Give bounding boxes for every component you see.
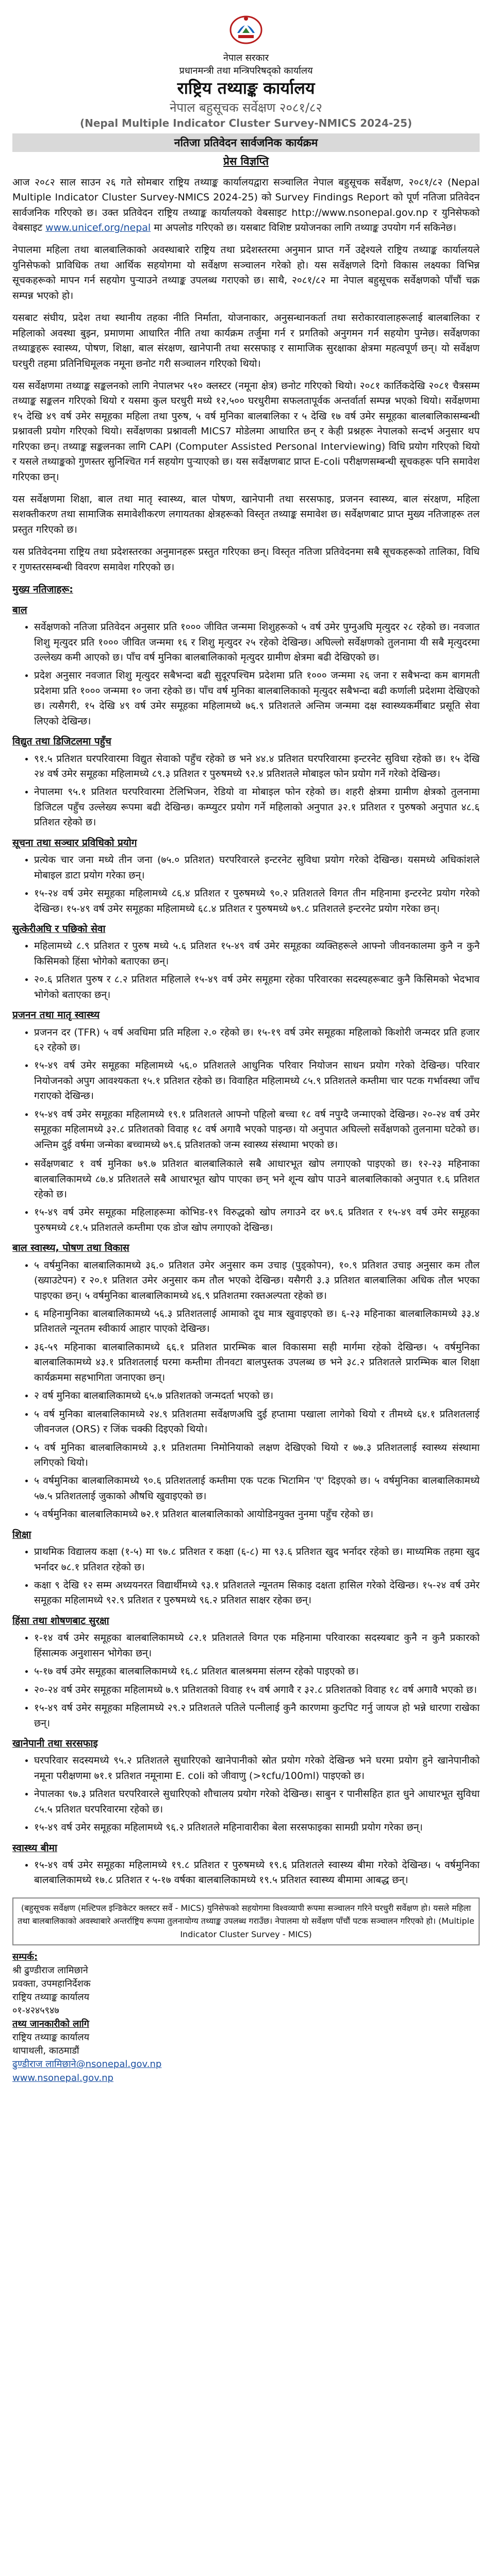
list-item: • २०.६ प्रतिशत पुरुष र ८.२ प्रतिशत महिलाले १५-४९ वर्ष उमेर समूहमा रहेका परिवारका सदस्यहरूबाट कुनै किसिमको भेदभाव भोगेको बताएका छन्। [34, 972, 480, 1003]
list-item: • ५ वर्ष मुनिका बालबालिकामध्ये ३.१ प्रतिशतमा निमोनियाको लक्षण देखिएको थियो र ७७.३ प्रतिशतलाई स्वास्थ्य संस्थामा लगिएको थियो। [34, 1440, 480, 1471]
findings-title: मुख्य नतिजाहरू: [12, 584, 73, 596]
intro-paragraph-3: यसबाट संघीय, प्रदेश तथा स्थानीय तहका नीति निर्माता, योजनाकार, अनुसन्धानकर्ता तथा सरोकारवालाहरूलाई बालबालिका र महिलाको अवस्था बुझ्न, प्रमाणमा आधारित नीति तथा कार्यक्रम तर्जुमा गर्न र प्रगतिको अनुगमन गर्न सहयोग पुग्नेछ। सर्वेक्षणका तथ्याङ्कहरू स्वास्थ्य, पोषण, शिक्षा, बाल संरक्षण, खानेपानी तथा सरसफाइ र सामाजिक सुरक्षाका क्षेत्रमा महत्वपूर्ण छन्। यो सर्वेक्षण घरधुरी तहमा प्रतिनिधिमूलक नमूना छनोट गरी सञ्चालन गरिएको थियो। [12, 312, 480, 369]
list-item: • ५-१७ वर्ष उमेर समूहका बालबालिकामध्ये १६.८ प्रतिशत बालश्रममा संलग्न रहेको पाइएको छ। [34, 1664, 480, 1679]
program-banner: नतिजा प्रतिवेदन सार्वजनिक कार्यक्रम [12, 133, 480, 152]
contact-office: राष्ट्रिय तथ्याङ्क कार्यालय [12, 1991, 90, 2003]
info-address: थापाथली, काठमाडौं [12, 2045, 79, 2057]
survey-name-en: (Nepal Multiple Indicator Cluster Survey-NMICS 2024-25) [79, 116, 413, 129]
section-title: बाल स्वास्थ्य, पोषण तथा विकास [12, 1242, 129, 1254]
list-item: • ३६-५९ महिनाका बालबालिकामध्ये ६६.१ प्रतिशत प्रारम्भिक बाल विकासमा सही मार्गमा रहेको देखिन्छ। ५ वर्षमुनिका बालबालिकामध्ये ४३.१ प्रतिशतलाई घरमा कम्तीमा तीनवटा बालपुस्तक उपलब्ध छ भने ३८.२ प्रतिशतले प्रारम्भिक बाल शिक्षा कार्यक्रममा सहभागिता जनाएका छन्। [34, 1340, 480, 1385]
intro-paragraph-2: नेपालमा महिला तथा बालबालिकाको अवस्थाबारे राष्ट्रिय तथा प्रदेशस्तरमा अनुमान प्राप्त गर्ने उद्देश्यले राष्ट्रिय तथ्याङ्क कार्यालयले युनिसेफको प्राविधिक तथा आर्थिक सहयोगमा यो सर्वेक्षण सञ्चालन गरेको हो। यस सर्वेक्षणले दिगो विकास लक्ष्यका विभिन्न सूचकहरूको मापन गर्न सहयोग पुर्‍याउने तथ्याङ्क उपलब्ध गराएको छ। साथै, २०८१/८२ मा नेपाल बहुसूचक सर्वेक्षणको पाँचौं चक्र सम्पन्न भएको हो। [12, 244, 480, 301]
section-title: प्रजनन तथा मातृ स्वास्थ्य [12, 1009, 100, 1021]
list-item: • ५ वर्षमुनिका बालबालिकामध्ये ९०.६ प्रतिशतलाई कम्तीमा एक पटक भिटामिन 'ए' दिइएको छ। ५ वर्षमुनिका बालबालिकामध्ये ५७.५ प्रतिशतलाई जुकाको औषधि खुवाइएको छ। [34, 1473, 480, 1504]
list-item: • १५-४९ वर्ष उमेर समूहका महिलामध्ये ५६.० प्रतिशतले आधुनिक परिवार नियोजन साधन प्रयोग गरेको देखिन्छ। परिवार नियोजनको अपुग आवश्यकता १५.१ प्रतिशत रहेको छ। विवाहित महिलामध्ये ८५.९ प्रतिशतले कम्तीमा चार पटक गर्भावस्था जाँच गराएको देखिन्छ। [34, 1058, 480, 1104]
section-title: स्वास्थ्य बीमा [12, 1842, 57, 1854]
list-item: • २ वर्ष मुनिका बालबालिकामध्ये ६५.७ प्रतिशतको जन्मदर्ता भएको छ। [34, 1388, 480, 1403]
section-list [12, 1157, 480, 1235]
nso-name: राष्ट्रिय तथ्याङ्क कार्यालय [177, 78, 315, 98]
section-list [12, 1858, 480, 1888]
section-title: विद्युत तथा डिजिटलमा पहुँच [12, 736, 111, 748]
list-item: • ५ वर्ष मुनिका बालबालिकामध्ये २४.९ प्रतिशतमा सर्वेक्षणअघि दुई हप्तामा पखाला लागेको थियो र तीमध्ये ६४.१ प्रतिशतलाई जीवनजल (ORS) र जिंक चक्की दिइएको थियो। [34, 1407, 480, 1437]
list-item: • प्रदेश अनुसार नवजात शिशु मृत्युदर सबैभन्दा बढी सुदूरपश्चिम प्रदेशमा प्रति १००० जन्ममा २६ जना र सबैभन्दा कम बागमती प्रदेशमा प्रति १००० जन्ममा १० जना रहेको छ। पाँच वर्ष मुनिका बालबालिकाको मृत्युदर सबैभन्दा बढी कर्णाली प्रदेशमा देखिएको छ। त्यसैगरी, १५ देखि ४९ वर्ष उमेर समूहका महिलामध्ये ७६.९ प्रतिशतले अन्तिम जन्ममा दक्ष स्वास्थ्यकर्मीबाट प्रसूति सेवा लिएको देखिन्छ। [34, 668, 480, 729]
office-name: प्रधानमन्त्री तथा मन्त्रिपरिषद्को कार्यालय [179, 65, 313, 76]
survey-name-np: नेपाल बहुसूचक सर्वेक्षण २०८१/८२ [170, 100, 322, 115]
section-list [12, 620, 480, 729]
section-title: खानेपानी तथा सरसफाइ [12, 1737, 98, 1749]
section-list [12, 1631, 480, 1731]
contact-block [12, 1951, 480, 2085]
list-item: • कक्षा ९ देखि १२ सम्म अध्ययनरत विद्यार्थीमध्ये ९३.१ प्रतिशतले न्यूनतम सिकाइ दक्षता हासिल गरेको देखिन्छ। १५-२४ वर्ष उमेर समूहका महिलामध्ये ९२.९ प्रतिशत र पुरुषमध्ये ९६.२ प्रतिशत साक्षर रहेका छन्। [34, 1578, 480, 1608]
website-link[interactable]: www.nsonepal.gov.np [12, 2072, 113, 2083]
gov-name: नेपाल सरकार [223, 53, 269, 64]
section-list [12, 752, 480, 831]
section-title: सुत्केरीअघि र पछिको सेवा [12, 923, 106, 935]
contact-name: श्री ढुण्डीराज लामिछाने [12, 1964, 88, 1976]
list-item: • १५-४९ वर्ष उमेर समूहका महिलामध्ये ९६.२ प्रतिशतले महिनावारीका बेला सरसफाइका सामग्री प्रयोग गरेका छन्। [34, 1820, 480, 1835]
section-title: हिंसा तथा शोषणबाट सुरक्षा [12, 1615, 109, 1626]
list-item: • १५-४९ वर्ष उमेर समूहका महिलामध्ये २९.२ प्रतिशतले पतिले पत्नीलाई कुनै कारणमा कुटपिट गर्नु जायज हो भन्ने धारणा राखेका छन्। [34, 1701, 480, 1731]
list-item: • घरपरिवार सदस्यमध्ये ९५.२ प्रतिशतले सुधारिएको खानेपानीको स्रोत प्रयोग गरेको देखिन्छ भने घरमा प्रयोग हुने खानेपानीको नमूना परीक्षणमा ७१.१ प्रतिशत नमूनामा E. coli को जीवाणु (>१cfu/100ml) पाइएको छ। [34, 1753, 480, 1784]
section-title: सूचना तथा सञ्चार प्रविधिको प्रयोग [12, 837, 137, 849]
list-item: • ५ वर्षमुनिका बालबालिकामध्ये ७२.१ प्रतिशत बालबालिकाको आयोडिनयुक्त नुनमा पहुँच रहेको छ। [34, 1507, 480, 1522]
list-item: • २०-२४ वर्ष उमेर समूहका महिलामध्ये ७.९ प्रतिशतको विवाह १५ वर्ष अगावै र ३२.८ प्रतिशतको विवाह १८ वर्ष अगावै भएको छ। [34, 1683, 480, 1698]
press-release-title: प्रेस विज्ञप्ति [223, 155, 269, 168]
list-item: • प्राथमिक विद्यालय कक्षा (१-५) मा ९७.८ प्रतिशत र कक्षा (६-८) मा ९३.६ प्रतिशत खुद भर्नादर रहेको छ। माध्यमिक तहमा खुद भर्नादर ७८.१ प्रतिशत रहेको छ। [34, 1545, 480, 1575]
section-list [12, 1258, 480, 1522]
unicef-link[interactable]: www.unicef.org/nepal [45, 222, 151, 234]
list-item: • महिलामध्ये ८.९ प्रतिशत र पुरुष मध्ये ५.६ प्रतिशत १५-४९ वर्ष उमेर समूहका व्यक्तिहरूले आफ्नो जीवनकालमा कुनै न कुनै किसिमको हिंसा भोगेको बताएका छन्। [34, 939, 480, 969]
info-nso: राष्ट्रिय तथ्याङ्क कार्यालय [12, 2032, 90, 2043]
list-item: • १५-४९ वर्ष उमेर समूहका महिलाहरूमा कोभिड-१९ विरुद्धको खोप लगाउने दर ७९.६ प्रतिशत र १५-४९ वर्ष उमेर समूहका पुरुषमध्ये ८१.५ प्रतिशतले कम्तीमा एक डोज खोप लगाएको देखिन्छ। [34, 1205, 480, 1235]
list-item: • नेपालका ९७.३ प्रतिशत घरपरिवारले सुधारिएको शौचालय प्रयोग गरेको देखिन्छ। साबुन र पानीसहित हात धुने आधारभूत सुविधा ८५.५ प्रतिशत घरपरिवारमा रहेको छ। [34, 1787, 480, 1817]
section-list [12, 1025, 480, 1153]
list-item: • १-१४ वर्ष उमेर समूहका बालबालिकामध्ये ८२.१ प्रतिशतले विगत एक महिनामा परिवारका सदस्यबाट कुनै न कुनै प्रकारको हिंसात्मक अनुशासन भोगेका छन्। [34, 1631, 480, 1661]
contact-designation: प्रवक्ता, उपमहानिर्देशक [12, 1978, 91, 1989]
list-item: • १५-२४ वर्ष उमेर समूहका महिलामध्ये ८६.४ प्रतिशत र पुरुषमध्ये ९०.२ प्रतिशतले विगत तीन महिनामा इन्टरनेट प्रयोग गरेको देखिन्छ। १५-४९ वर्ष उमेर समूहका महिलामध्ये ६८.४ प्रतिशत र पुरुषमध्ये ७९.८ प्रतिशतले इन्टरनेट प्रयोग गरेका छन्। [34, 886, 480, 917]
intro-paragraph-6: यस प्रतिवेदनमा राष्ट्रिय तथा प्रदेशस्तरका अनुमानहरू प्रस्तुत गरिएका छन्। विस्तृत नतिजा प्रतिवेदनमा सबै सूचकहरूको तालिका, विधि र गुणस्तरसम्बन्धी विवरण समावेश गरिएको छ। [12, 546, 480, 573]
list-item: • ६ महिनामुनिका बालबालिकामध्ये ५६.३ प्रतिशतलाई आमाको दूध मात्र खुवाइएको छ। ६-२३ महिनाका बालबालिकामध्ये ३३.४ प्रतिशतले न्यूनतम स्वीकार्य आहार पाएको देखिन्छ। [34, 1307, 480, 1337]
contact-email-link[interactable]: ढुण्डीराज लामिछाने@nsonepal.gov.np [12, 2059, 162, 2070]
contact-label: सम्पर्क: [12, 1951, 38, 1962]
list-item: • सर्वेक्षणबाट १ वर्ष मुनिका ७९.७ प्रतिशत बालबालिकाले सबै आधारभूत खोप लगाएको पाइएको छ। १२-२३ महिनाका बालबालिकामध्ये ८७.४ प्रतिशतले सबै आधारभूत खोप पाएका छन् भने शून्य खोप पाउने बालबालिकाको अनुपात १.६ प्रतिशत रहेको छ। [34, 1157, 480, 1202]
list-item: • ५ वर्षमुनिका बालबालिकामध्ये ३६.० प्रतिशत उमेर अनुसार कम उचाइ (पुड्कोपन), १०.९ प्रतिशत उचाइ अनुसार कम तौल (ख्याउटेपन) र २०.१ प्रतिशत उमेर अनुसार कम तौल भएको देखिन्छ। यसैगरी ३.३ प्रतिशत बालबालिका अधिक तौल भएका पाइएका छन्। ५ वर्षमुनिका बालबालिकामध्ये ४६.९ प्रतिशतमा रक्तअल्पता रहेको छ। [34, 1258, 480, 1303]
intro-paragraph-1 [12, 175, 480, 236]
section-list [12, 1545, 480, 1608]
nepal-emblem-icon [227, 12, 265, 45]
intro-text-1-end: मा अपलोड गरिएको छ। यसबाट विशिष्ट प्रयोजनका लागि तथ्याङ्क उपयोग गर्न सकिनेछ। [154, 222, 456, 234]
intro-text-1: आज २०८२ साल साउन २६ गते सोमबार राष्ट्रिय तथ्याङ्क कार्यालयद्वारा सञ्चालित नेपाल बहुसूचक सर्वेक्षण, २०८१/८२ (Nepal Multiple Indicator Cluster Survey-NMICS 2024-25) को Survey Findings Report को पूर्ण नतिजा प्रतिवेदन सार्वजनिक गरिएको छ। उक्त प्रतिवेदन राष्ट्रिय तथ्याङ्क कार्यालयको वेबसाइट http://www.nsonepal.gov.np र युनिसेफको वेबसाइट [12, 176, 480, 234]
section-title: शिक्षा [12, 1529, 31, 1540]
footer-note-box: (बहुसूचक सर्वेक्षण (मल्टिपल इन्डिकेटर क्लस्टर सर्वे - MICS) युनिसेफको सहयोगमा विश्वव्यापी रूपमा सञ्चालन गरिने घरधुरी सर्वेक्षण हो। यसले महिला तथा बालबालिकाको अवस्थाबारे अन्तर्राष्ट्रिय रूपमा तुलनायोग्य तथ्याङ्क उपलब्ध गराउँछ। नेपालमा यो सर्वेक्षण पाँचौं पटक सञ्चालन गरिएको हो। (Multiple Indicator Cluster Survey - MICS) [12, 1897, 480, 1945]
info-label: तथ्य जानकारीको लागि [12, 2019, 89, 2030]
list-item: • नेपालमा ९५.१ प्रतिशत घरपरिवारमा टेलिभिजन, रेडियो वा मोबाइल फोन रहेको छ। शहरी क्षेत्रमा ग्रामीण क्षेत्रको तुलनामा डिजिटल पहुँच उल्लेख्य रूपमा बढी देखिन्छ। कम्प्युटर प्रयोग गर्ने महिलाको अनुपात ३२.१ प्रतिशत र पुरुषको अनुपात ४८.६ प्रतिशत रहेको छ। [34, 785, 480, 830]
contact-phone: ०१-४२४५९४७ [12, 2005, 59, 2016]
list-item: • प्रत्येक चार जना मध्ये तीन जना (७५.० प्रतिशत) घरपरिवारले इन्टरनेट सुविधा प्रयोग गरेको देखिन्छ। यसमध्ये अधिकांशले मोबाइल डाटा प्रयोग गरेका छन्। [34, 853, 480, 883]
section-list [12, 1753, 480, 1835]
findings-sections [12, 603, 480, 1888]
list-item: • प्रजनन दर (TFR) ५ वर्ष अवधिमा प्रति महिला २.० रहेको छ। १५-१९ वर्ष उमेर समूहका महिलाको किशोरी जन्मदर प्रति हजार ६२ रहेको छ। [34, 1025, 480, 1056]
header [12, 10, 480, 170]
list-item: • सर्वेक्षणको नतिजा प्रतिवेदन अनुसार प्रति १००० जीवित जन्ममा शिशुहरूको ५ वर्ष उमेर पुग्नुअघि मृत्युदर २८ रहेको छ। नवजात शिशु मृत्युदर प्रति १००० जीवित जन्ममा १६ र शिशु मृत्युदर २५ रहेको देखिन्छ। अघिल्लो सर्वेक्षणको तुलनामा यी सबै मृत्युदरमा उल्लेख्य कमी आएको छ। पाँच वर्ष मुनिका बालबालिकाको मृत्युदर ग्रामीण क्षेत्रमा बढी देखिएको छ। [34, 620, 480, 665]
list-item: • १५-४९ वर्ष उमेर समूहका महिलामध्ये १९.१ प्रतिशतले आफ्नो पहिलो बच्चा १८ वर्ष नपुग्दै जन्माएको देखिन्छ। २०-२४ वर्ष उमेर समूहका महिलामध्ये ३२.८ प्रतिशतको विवाह १८ वर्ष अगावै भएको पाइन्छ। यो अनुपात अघिल्लो सर्वेक्षणको तुलनामा घटेको छ। अन्तिम दुई वर्षमा जन्मेका बच्चामध्ये ७९.६ प्रतिशतको जन्म स्वास्थ्य संस्थामा भएको छ। [34, 1107, 480, 1153]
list-item: • ९१.५ प्रतिशत घरपरिवारमा विद्युत सेवाको पहुँच रहेको छ भने ४४.४ प्रतिशत घरपरिवारमा इन्टरनेट सुविधा रहेको छ। १५ देखि २४ वर्ष उमेर समूहका महिलामध्ये ८९.३ प्रतिशत र पुरुषमध्ये ९२.४ प्रतिशतले मोबाइल फोन प्रयोग गर्ने गरेको देखिन्छ। [34, 752, 480, 782]
intro-paragraph-5: यस सर्वेक्षणमा शिक्षा, बाल तथा मातृ स्वास्थ्य, बाल पोषण, खानेपानी तथा सरसफाइ, प्रजनन स्वास्थ्य, बाल संरक्षण, महिला सशक्तीकरण तथा सामाजिक समावेशीकरण लगायतका क्षेत्रहरूको विस्तृत तथ्याङ्क समावेश छ। सर्वेक्षणबाट प्राप्त मुख्य नतिजाहरू तल प्रस्तुत गरिएको छ। [12, 494, 480, 535]
section-list [12, 853, 480, 917]
section-title: बाल [12, 604, 27, 616]
intro-paragraph-4: यस सर्वेक्षणमा तथ्याङ्क सङ्कलनको लागि नेपालभर ५१० क्लस्टर (नमूना क्षेत्र) छनोट गरिएको थियो। २०८१ कार्तिकदेखि २०८१ चैत्रसम्म तथ्याङ्क सङ्कलन गरिएको थियो र यसमा कुल घरधुरी मध्ये १२,५०० घरधुरीमा सफलतापूर्वक अन्तर्वार्ता सम्पन्न भएको थियो। सर्वेक्षणमा १५ देखि ४९ वर्ष उमेर समूहका महिला तथा पुरुष, ५ वर्ष मुनिका बालबालिका र ५ देखि १७ वर्ष उमेर समूहका बालबालिकासम्बन्धी प्रश्नावली प्रयोग गरिएको थियो। सर्वेक्षणका प्रश्नावली MICS7 मोडेलमा आधारित छन् र केही प्रश्नहरू नेपालको सन्दर्भ अनुसार थप गरिएका छन्। तथ्याङ्क सङ्कलनका लागि CAPI (Computer Assisted Personal Interviewing) विधि प्रयोग गरिएको थियो र यसले तथ्याङ्कको गुणस्तर सुनिश्चित गर्न सहयोग पुर्‍याएको छ। यस सर्वेक्षणबाट प्राप्त E-coli परीक्षणसम्बन्धी सूचकहरू पनि समावेश गरिएका छन्। [12, 380, 480, 483]
list-item: • १५-४९ वर्ष उमेर समूहका महिलामध्ये १९.८ प्रतिशत र पुरुषमध्ये १९.६ प्रतिशतले स्वास्थ्य बीमा गरेको देखिन्छ। ५ वर्षमुनिका बालबालिकामध्ये १७.८ प्रतिशत र ५-१७ वर्षका बालबालिकामध्ये १९.५ प्रतिशत स्वास्थ्य बीमामा आबद्ध छन्। [34, 1858, 480, 1888]
section-list [12, 939, 480, 1003]
